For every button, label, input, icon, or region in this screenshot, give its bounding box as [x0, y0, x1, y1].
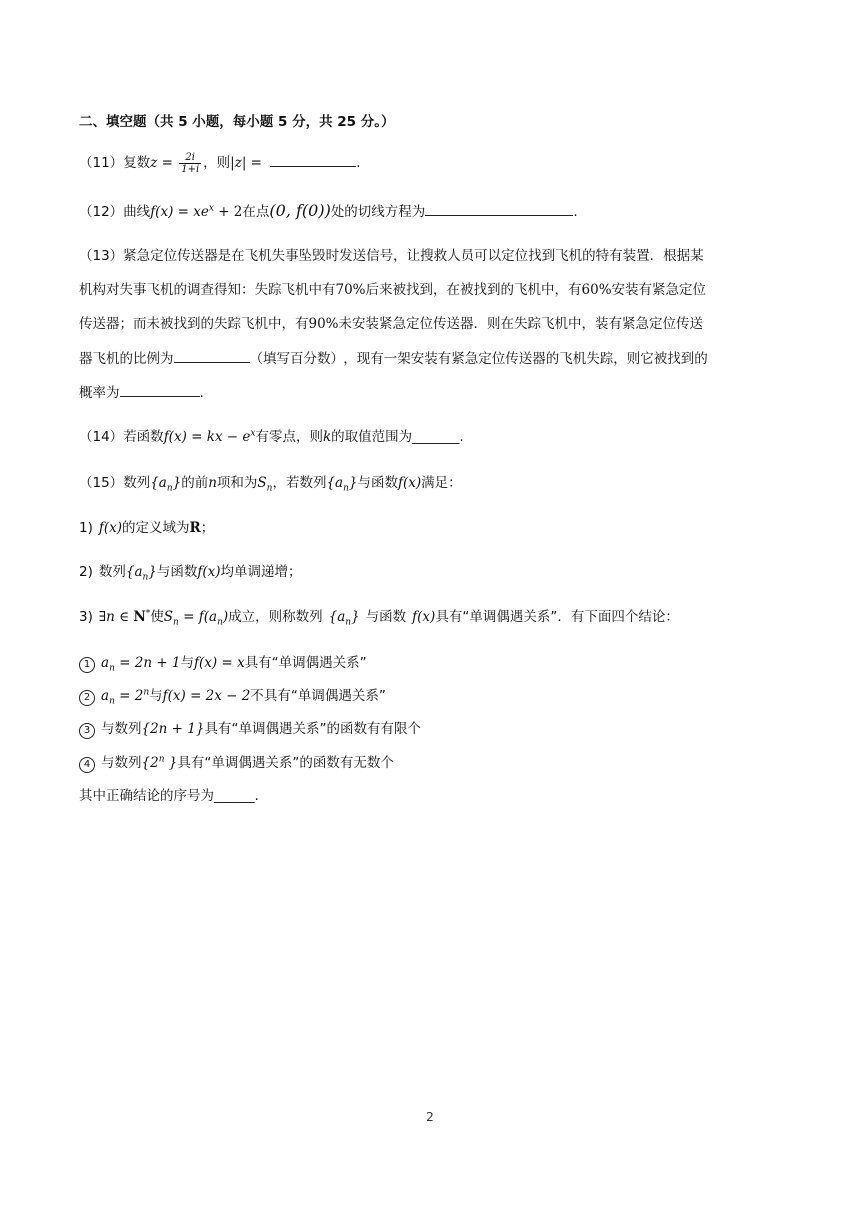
opt4-text-a: 与数列	[101, 755, 142, 771]
q15-text-f: 满足：	[421, 475, 462, 491]
opt2-rhs: = 2	[114, 688, 144, 704]
cond3-fx: f(x)	[412, 609, 436, 625]
option-2	[79, 686, 790, 706]
cond1-text-a: 的定义域为	[122, 520, 190, 536]
question-11	[79, 151, 790, 175]
q15-S: S	[257, 475, 267, 491]
question-13-line-1	[79, 246, 790, 266]
q12-text-a: 曲线	[123, 204, 151, 220]
cond3-text-c: 与函数	[365, 609, 407, 625]
q11-frac-num: 2i	[179, 152, 201, 164]
q12-plus: + 2	[213, 204, 243, 220]
q13-line-3-b: 未安装紧急定位传送器．则在失踪飞机中，装有紧急定位传送	[338, 316, 704, 332]
cond1-R: R	[189, 520, 201, 536]
q13-line-4-b: （填写百分数）	[249, 351, 338, 367]
question-13-line-5	[79, 382, 790, 403]
q14-text-a: 若函数	[123, 429, 164, 445]
q11-number: （11）	[79, 155, 124, 171]
opt1-text-b: 具有“单调偶遇关系”	[244, 655, 367, 671]
cond2-an: {a	[125, 564, 143, 580]
opt2-lhs: a	[101, 688, 110, 704]
q15-an-sub: n	[166, 483, 173, 494]
condition-2	[79, 562, 790, 582]
q11-end: .	[356, 155, 361, 171]
q15-text-c: 项和为	[216, 475, 258, 491]
q14-sup: x	[250, 428, 256, 439]
question-13-line-2	[79, 280, 790, 300]
q15-an-close: }	[172, 475, 182, 491]
cond2-fx: f(x)	[197, 564, 221, 580]
circled-number-3-icon: 3	[79, 723, 95, 739]
cond3-a-sub: n	[217, 617, 223, 628]
opt1-sub: n	[109, 663, 115, 674]
opt4-text-b: 具有“单调偶遇关系”的函数有无数个	[177, 755, 394, 771]
q15-an: {a	[150, 475, 167, 491]
opt2-sub: n	[109, 696, 115, 707]
option-1	[79, 653, 790, 673]
cond3-eq-close: )	[222, 609, 229, 625]
q12-number: （12）	[79, 204, 124, 220]
q12-answer-blank[interactable]	[425, 201, 573, 216]
final-question	[79, 786, 790, 806]
cond3-star: *	[145, 608, 151, 619]
q12-sup: x	[208, 203, 214, 214]
q15-n: n	[208, 475, 217, 491]
condition-1	[79, 518, 790, 538]
q15-text-a: 数列	[123, 475, 151, 491]
q13-line-2-b: 后来被找到，在被找到的飞机中，有	[365, 282, 582, 298]
q15-text-e: 与函数	[357, 475, 398, 491]
q13-line-1-text: （13）紧急定位传送器是在飞机失事坠毁时发送信号，让搜救人员可以定位找到飞机的特有装置．根据某	[79, 248, 704, 264]
opt3-seq: {2n + 1}	[141, 721, 205, 737]
q14-answer-blank[interactable]: _______	[412, 429, 460, 445]
q13-line-2-c: 安装有紧急定位	[611, 282, 707, 298]
opt2-sup: n	[143, 687, 150, 698]
circled-number-1-icon: 1	[79, 657, 95, 673]
question-12	[79, 201, 790, 222]
cond3-text-b: 成立，则称数列	[228, 609, 323, 625]
q15-S-sub: n	[266, 483, 273, 494]
cond3-eq: = f(a	[178, 609, 218, 625]
q12-text-c: 处的切线方程为	[330, 204, 426, 220]
q13-end: .	[199, 385, 204, 401]
q13-percent-70: 70%	[335, 282, 366, 298]
cond2-text-b: 与函数	[156, 564, 198, 580]
cond3-S: S	[163, 609, 174, 625]
final-text-a: 其中正确结论的序号为	[79, 788, 214, 804]
q14-number: （14）	[79, 429, 124, 445]
q11-text-a: 复数	[123, 155, 151, 171]
cond2-number: 2)	[79, 564, 93, 580]
q15-an-close-2: }	[348, 475, 358, 491]
cond3-an-close: }	[351, 609, 360, 625]
q14-text-c: 的取值范围为	[331, 429, 413, 445]
q11-absz: |z|	[230, 155, 247, 171]
opt2-text-a: 与	[149, 688, 163, 704]
cond2-text-c: 均单调递增；	[220, 564, 302, 580]
q13-line-4-c: ，现有一架安装有紧急定位传送器的飞机失踪，则它被找到的	[343, 351, 708, 367]
option-3	[79, 719, 790, 739]
q14-k: k	[322, 429, 332, 445]
opt4-seq-close: }	[164, 755, 178, 771]
q15-an-2: {a	[326, 475, 344, 491]
opt4-sup: n	[158, 754, 165, 765]
question-13-line-4	[79, 348, 790, 369]
circled-number-4-icon: 4	[79, 757, 95, 773]
q11-eq2: =	[246, 155, 267, 171]
q13-answer-blank-2[interactable]	[120, 382, 200, 397]
q12-fx: f(x) = xe	[150, 204, 209, 220]
section-title	[79, 112, 790, 132]
cond3-number: 3)	[79, 609, 93, 625]
q11-frac-den: 1+i	[181, 163, 200, 175]
cond1-number: 1)	[79, 520, 93, 536]
section-title-text: 二、填空题（共 5 小题，每小题 5 分，共 25 分。）	[79, 114, 395, 130]
q12-end: .	[573, 204, 578, 220]
opt1-fx: f(x) = x	[194, 655, 245, 671]
q15-text-b: 的前	[181, 475, 209, 491]
q13-line-5-a: 概率为	[79, 385, 120, 401]
opt2-fx: f(x) = 2x − 2	[162, 688, 251, 704]
q15-an-sub-2: n	[343, 483, 349, 494]
q15-number: （15）	[79, 475, 124, 491]
cond2-an-sub: n	[142, 572, 149, 583]
cond3-N: N	[133, 609, 146, 625]
cond3-an: {a	[328, 609, 346, 625]
cond2-an-close: }	[148, 564, 157, 580]
q11-eq: =	[157, 155, 178, 171]
final-answer-blank[interactable]: ______	[214, 788, 255, 804]
opt4-seq-open: {2	[141, 755, 159, 771]
q12-text-b: 在点	[242, 204, 270, 220]
cond3-S-sub: n	[173, 617, 179, 628]
circled-number-2-icon: 2	[79, 690, 95, 706]
opt1-text-a: 与	[180, 655, 195, 671]
q15-fx: f(x)	[398, 475, 422, 491]
q13-answer-blank-1[interactable]	[174, 348, 250, 363]
q13-percent-60: 60%	[581, 282, 612, 298]
opt1-rhs: = 2n + 1	[114, 655, 181, 671]
cond3-exists: ∃n ∈	[98, 609, 134, 625]
condition-3	[79, 607, 790, 627]
option-4	[79, 753, 790, 773]
opt3-text-b: 具有“单调偶遇关系”的函数有有限个	[204, 721, 421, 737]
final-end: .	[254, 788, 259, 804]
q11-text-b: ，则	[203, 155, 231, 171]
cond3-text-a: 使	[150, 609, 164, 625]
cond3-text-d: 具有“单调偶遇关系”．有下面四个结论：	[435, 609, 679, 625]
q13-line-4-a: 器飞机的比例为	[79, 351, 174, 367]
opt1-lhs: a	[101, 655, 110, 671]
q11-fraction	[179, 152, 201, 175]
cond3-an-sub: n	[345, 617, 352, 628]
q11-z: z	[150, 155, 158, 171]
opt3-text-a: 与数列	[101, 721, 142, 737]
q15-text-d: ，若数列	[272, 475, 327, 491]
cond2-text-a: 数列	[98, 564, 126, 580]
question-14	[79, 427, 790, 447]
q13-line-3-a: 传送器；而未被找到的失踪飞机中，有	[79, 316, 309, 332]
cond1-end: ；	[200, 520, 215, 536]
cond1-fx: f(x)	[98, 520, 123, 536]
q14-fx: f(x) = kx − e	[163, 429, 251, 445]
opt2-text-b: 不具有“单调偶遇关系”	[250, 688, 386, 704]
q14-end: .	[459, 429, 464, 445]
question-13-line-3	[79, 314, 790, 334]
question-15	[79, 473, 790, 493]
q13-percent-90: 90%	[308, 316, 339, 332]
page-number: 2	[426, 1110, 434, 1124]
q11-answer-blank[interactable]	[270, 152, 356, 167]
q13-line-2-a: 机构对失事飞机的调查得知：失踪飞机中有	[79, 282, 336, 298]
q12-point: (0, f(0))	[269, 201, 331, 220]
q14-text-b: 有零点，则	[255, 429, 323, 445]
